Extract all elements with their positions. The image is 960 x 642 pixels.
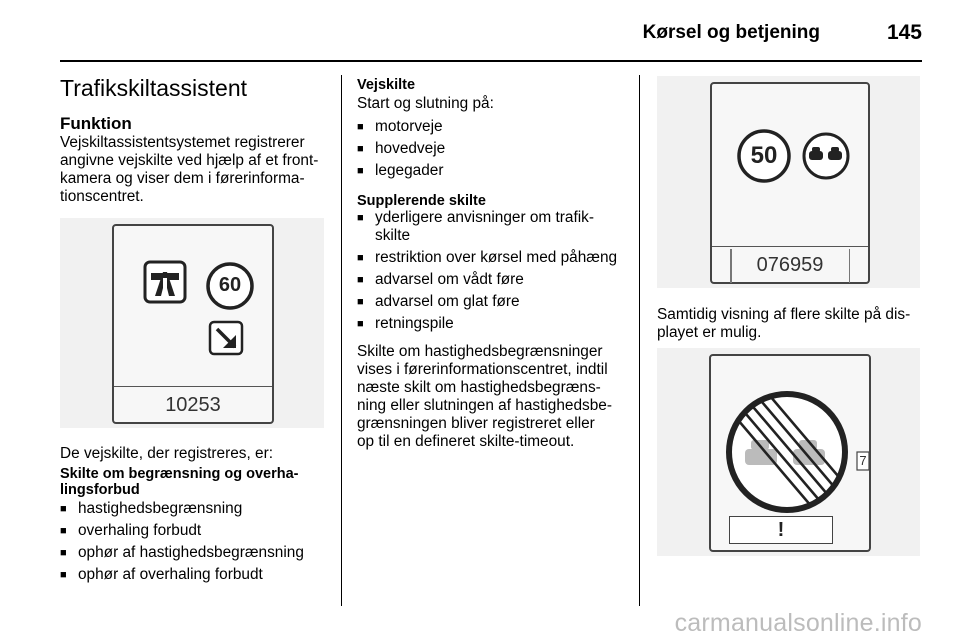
text-line: Vejskiltassistentsystemet registrerer [60, 134, 305, 151]
text-line: kamera og viser dem i førerinforma- [60, 170, 305, 187]
list-item: ■ overhaling forbudt [60, 522, 304, 540]
sign-graphics [711, 356, 869, 514]
header-rule [60, 60, 922, 62]
figure-code: 10253 [114, 386, 272, 423]
text-line: Skilte om hastighedsbegrænsninger [357, 343, 603, 360]
figure-display-motorway [60, 218, 324, 428]
list-item: ■ hovedveje [357, 140, 445, 158]
end-of-no-overtaking-sign-icon [721, 376, 855, 514]
roadsigns-list [357, 118, 445, 180]
supplementary-number: 7 [859, 453, 867, 468]
roadsigns-heading: Vejskilte [357, 77, 416, 93]
supplementary-list [357, 209, 632, 333]
list-item: ■ ophør af overhaling forbudt [60, 566, 304, 584]
watermark: carmanualsonline.info [674, 609, 922, 637]
figure-display-multiple-signs [657, 76, 920, 288]
text-line: playet er mulig. [657, 324, 762, 341]
text-line: ■ yderligere anvisninger om trafik- [375, 209, 594, 226]
text-line: lingsforbud [60, 482, 140, 498]
text-line: op til en defineret skilte-timeout. [357, 433, 575, 450]
speed-limit-paragraph [357, 343, 635, 451]
list-item: ■ ophør af hastighedsbegrænsning [60, 544, 304, 562]
intro-paragraph [60, 134, 338, 206]
page-number: 145 [886, 21, 922, 44]
subsection-title: Funktion [60, 114, 132, 133]
section-title: Trafikskiltassistent [60, 75, 248, 101]
list-item [357, 209, 632, 245]
motorway-sign-icon [145, 262, 185, 302]
text-line: tionscentret. [60, 188, 144, 205]
detected-signs-intro: De vejskilte, der registreres, er: [60, 445, 273, 462]
roadsigns-intro: Start og slutning på: [357, 95, 494, 112]
text-line: ning eller slutningen af hastighedsbe- [357, 397, 612, 414]
text-line: Samtidig visning af flere skilte på dis- [657, 306, 911, 323]
speed-limit-value: 50 [750, 142, 778, 169]
list-item: ■ advarsel om glat føre [357, 293, 632, 311]
arrow-down-right-icon [210, 322, 242, 354]
list-item: ■ retningspile [357, 315, 632, 333]
figure-caption [657, 306, 925, 342]
running-header-title: Kørsel og betjening [642, 22, 820, 43]
text-line: vises i førerinformationscentret, indtil [357, 361, 608, 378]
display-panel [112, 224, 274, 424]
restriction-list [60, 500, 304, 584]
sign-graphics [712, 84, 868, 246]
text-line: grænsningen bliver registreret eller [357, 415, 595, 432]
restriction-heading [60, 466, 298, 498]
list-item: ■ legegader [357, 162, 445, 180]
speed-limit-value: 60 [218, 274, 242, 296]
display-panel [710, 82, 870, 284]
column-divider-1 [341, 75, 342, 606]
column-divider-2 [639, 75, 640, 606]
figure-code-text: 076959 [756, 253, 824, 276]
list-item: ■ advarsel om vådt føre [357, 271, 632, 289]
figure-display-end-no-overtaking [657, 348, 920, 556]
divider [849, 249, 851, 283]
divider [730, 249, 732, 283]
sign-graphics [114, 226, 272, 386]
text-line: Skilte om begrænsning og overha- [60, 466, 299, 482]
figure-code [712, 246, 868, 283]
warning-box: ! [729, 516, 833, 544]
text-line: skilte [375, 227, 411, 244]
supplementary-heading: Supplerende skilte [357, 193, 486, 209]
list-item: ■ restriktion over kørsel med påhæng [357, 249, 632, 267]
text-line: næste skilt om hastighedsbegræns- [357, 379, 601, 396]
no-overtaking-sign-icon [804, 134, 848, 178]
display-panel [709, 354, 871, 552]
text-line: angivne vejskilte ved hjælp af et front- [60, 152, 319, 169]
list-item: ■ hastighedsbegrænsning [60, 500, 304, 518]
list-item: ■ motorveje [357, 118, 445, 136]
